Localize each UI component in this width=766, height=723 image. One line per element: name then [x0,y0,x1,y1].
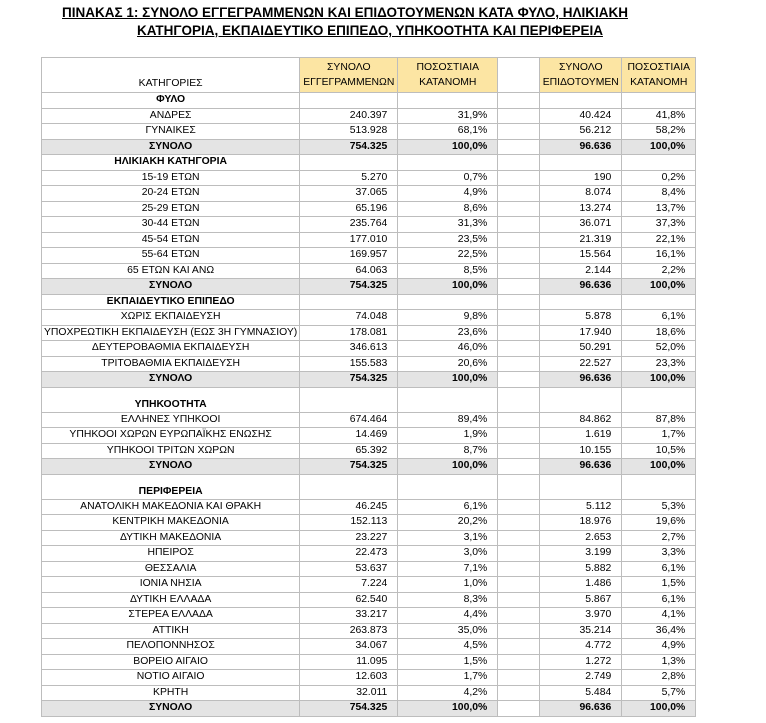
subsidized-pct: 4,1% [622,608,696,624]
registered-pct: 46,0% [398,341,498,357]
subsidized-value: 5.112 [540,499,622,515]
subsidized-pct: 18,6% [622,325,696,341]
registered-value: 23.227 [300,530,398,546]
subsidized-value: 2.749 [540,670,622,686]
registered-value: 64.063 [300,263,398,279]
registered-pct: 4,2% [398,685,498,701]
empty-cell [540,387,622,412]
spacer-cell [498,108,540,124]
registered-value: 37.065 [300,186,398,202]
table-row [42,592,696,608]
subsidized-pct: 6,1% [622,592,696,608]
registered-pct: 89,4% [398,412,498,428]
subsidized-value: 36.071 [540,217,622,233]
subsidized-pct: 41,8% [622,108,696,124]
empty-cell [622,93,696,109]
registered-pct: 20,6% [398,356,498,372]
empty-cell [622,155,696,171]
registered-value: 513.928 [300,124,398,140]
subsidized-value: 96.636 [540,701,622,717]
table-row [42,623,696,639]
row-label: ΑΝΔΡΕΣ [42,108,300,124]
row-label: ΝΟΤΙΟ ΑΙΓΑΙΟ [42,670,300,686]
empty-cell [622,294,696,310]
registered-value: 263.873 [300,623,398,639]
section-title: ΕΚΠΑΙΔΕΥΤΙΚΟ ΕΠΙΠΕΔΟ [42,294,300,310]
spacer-cell [498,623,540,639]
registered-value: 754.325 [300,459,398,475]
subsidized-pct: 1,3% [622,654,696,670]
row-label: ΚΡΗΤΗ [42,685,300,701]
subsidized-value: 40.424 [540,108,622,124]
subsidized-value: 50.291 [540,341,622,357]
section-header-row [42,387,696,412]
header-category: ΚΑΤΗΓΟΡΙΕΣ [42,58,300,93]
table-row [42,546,696,562]
table-row [42,341,696,357]
table-row [42,530,696,546]
subsidized-value: 10.155 [540,443,622,459]
section-title: ΥΠΗΚΟΟΤΗΤΑ [42,387,300,412]
table-row [42,428,696,444]
registered-pct: 1,9% [398,428,498,444]
empty-cell [540,155,622,171]
subsidized-pct: 100,0% [622,279,696,295]
registered-pct: 23,6% [398,325,498,341]
registered-value: 178.081 [300,325,398,341]
subsidized-pct: 1,5% [622,577,696,593]
empty-cell [498,294,540,310]
subsidized-value: 2.144 [540,263,622,279]
spacer-cell [498,459,540,475]
subsidized-pct: 22,1% [622,232,696,248]
section-title: ΠΕΡΙΦΕΡΕΙΑ [42,474,300,499]
registered-value: 674.464 [300,412,398,428]
table-row [42,412,696,428]
subsidized-value: 4.772 [540,639,622,655]
empty-cell [622,474,696,499]
row-label: ΤΡΙΤΟΒΑΘΜΙΑ ΕΚΠΑΙΔΕΥΣΗ [42,356,300,372]
subsidized-value: 13.274 [540,201,622,217]
subsidized-value: 3.199 [540,546,622,562]
row-label: ΧΩΡΙΣ ΕΚΠΑΙΔΕΥΣΗ [42,310,300,326]
total-row [42,139,696,155]
row-label: 45-54 ΕΤΩΝ [42,232,300,248]
subsidized-value: 17.940 [540,325,622,341]
total-row [42,701,696,717]
subsidized-value: 96.636 [540,372,622,388]
spacer-cell [498,186,540,202]
spacer-cell [498,608,540,624]
table-row [42,443,696,459]
subsidized-value: 1.272 [540,654,622,670]
spacer-cell [498,124,540,140]
total-row [42,372,696,388]
registered-pct: 1,5% [398,654,498,670]
table-row [42,108,696,124]
spacer-cell [498,310,540,326]
registered-pct: 8,5% [398,263,498,279]
spacer-cell [498,139,540,155]
total-row [42,459,696,475]
row-label: ΒΟΡΕΙΟ ΑΙΓΑΙΟ [42,654,300,670]
registered-pct: 7,1% [398,561,498,577]
subsidized-pct: 36,4% [622,623,696,639]
subsidized-pct: 5,7% [622,685,696,701]
section-title: ΗΛΙΚΙΑΚΗ ΚΑΤΗΓΟΡΙΑ [42,155,300,171]
table-row [42,248,696,264]
table-row [42,577,696,593]
registered-pct: 4,9% [398,186,498,202]
spacer-cell [498,372,540,388]
registered-pct: 3,0% [398,546,498,562]
header-registered-pct: ΠΟΣΟΣΤΙΑΙΑ ΚΑΤΑΝΟΜΗ [398,58,498,93]
registered-pct: 1,7% [398,670,498,686]
subsidized-pct: 3,3% [622,546,696,562]
spacer-cell [498,356,540,372]
row-label: ΣΥΝΟΛΟ [42,701,300,717]
spacer-cell [498,654,540,670]
row-label: ΥΠΗΚΟΟΙ ΤΡΙΤΩΝ ΧΩΡΩΝ [42,443,300,459]
table-row [42,232,696,248]
spacer-cell [498,232,540,248]
registered-value: 155.583 [300,356,398,372]
section-header-row [42,93,696,109]
row-label: ΘΕΣΣΑΛΙΑ [42,561,300,577]
row-label: ΣΥΝΟΛΟ [42,279,300,295]
spacer-cell [498,201,540,217]
registered-pct: 8,3% [398,592,498,608]
table-title-line-1: ΠΙΝΑΚΑΣ 1: ΣΥΝΟΛΟ ΕΓΓΕΓΡΑΜΜΕΝΩΝ ΚΑΙ ΕΠΙΔΟΤΟΥΜΕΝΩΝ ΚΑΤΑ ΦΥΛΟ, ΗΛΙΚΙΑΚΗ [62,5,628,20]
registered-value: 346.613 [300,341,398,357]
subsidized-value: 96.636 [540,459,622,475]
empty-cell [498,93,540,109]
spacer-cell [498,443,540,459]
spacer-cell [498,217,540,233]
table-row [42,515,696,531]
table-row [42,356,696,372]
subsidized-pct: 58,2% [622,124,696,140]
subsidized-value: 15.564 [540,248,622,264]
registered-value: 7.224 [300,577,398,593]
registered-value: 12.603 [300,670,398,686]
table-row [42,561,696,577]
subsidized-pct: 5,3% [622,499,696,515]
subsidized-pct: 23,3% [622,356,696,372]
registered-value: 53.637 [300,561,398,577]
spacer-cell [498,546,540,562]
row-label: 20-24 ΕΤΩΝ [42,186,300,202]
row-label: ΣΥΝΟΛΟ [42,372,300,388]
registered-value: 74.048 [300,310,398,326]
subsidized-value: 96.636 [540,279,622,295]
registered-value: 5.270 [300,170,398,186]
row-label: ΥΠΗΚΟΟΙ ΧΩΡΩΝ ΕΥΡΩΠΑΪΚΗΣ ΕΝΩΣΗΣ [42,428,300,444]
section-header-row [42,474,696,499]
table-row [42,201,696,217]
subsidized-value: 35.214 [540,623,622,639]
subsidized-pct: 10,5% [622,443,696,459]
registered-value: 152.113 [300,515,398,531]
empty-cell [540,474,622,499]
empty-cell [622,387,696,412]
header-row [42,58,696,93]
empty-cell [398,474,498,499]
row-label: ΔΥΤΙΚΗ ΜΑΚΕΔΟΝΙΑ [42,530,300,546]
subsidized-value: 22.527 [540,356,622,372]
subsidized-pct: 19,6% [622,515,696,531]
spacer-cell [498,428,540,444]
row-label: ΙΟΝΙΑ ΝΗΣΙΑ [42,577,300,593]
table-row [42,608,696,624]
table-row [42,170,696,186]
table-row [42,310,696,326]
subsidized-value: 1.486 [540,577,622,593]
subsidized-pct: 1,7% [622,428,696,444]
empty-cell [540,294,622,310]
subsidized-value: 18.976 [540,515,622,531]
subsidized-value: 5.878 [540,310,622,326]
spacer-cell [498,530,540,546]
subsidized-pct: 2,2% [622,263,696,279]
spacer-cell [498,499,540,515]
registered-value: 65.392 [300,443,398,459]
subsidized-pct: 100,0% [622,459,696,475]
table-row [42,499,696,515]
empty-cell [300,474,398,499]
section-header-row [42,155,696,171]
subsidized-value: 1.619 [540,428,622,444]
row-label: ΕΛΛΗΝΕΣ ΥΠΗΚΟΟΙ [42,412,300,428]
empty-cell [300,294,398,310]
subsidized-value: 5.882 [540,561,622,577]
subsidized-pct: 87,8% [622,412,696,428]
registered-pct: 22,5% [398,248,498,264]
table-row [42,639,696,655]
spacer-cell [498,341,540,357]
spacer-cell [498,248,540,264]
registered-pct: 8,7% [398,443,498,459]
subsidized-pct: 100,0% [622,701,696,717]
registered-value: 169.957 [300,248,398,264]
registered-value: 62.540 [300,592,398,608]
registered-pct: 3,1% [398,530,498,546]
registered-pct: 100,0% [398,459,498,475]
registered-pct: 8,6% [398,201,498,217]
registered-value: 14.469 [300,428,398,444]
registered-pct: 23,5% [398,232,498,248]
registered-value: 33.217 [300,608,398,624]
row-label: ΔΕΥΤΕΡΟΒΑΘΜΙΑ ΕΚΠΑΙΔΕΥΣΗ [42,341,300,357]
statistics-table [41,57,696,717]
subsidized-value: 5.484 [540,685,622,701]
subsidized-pct: 2,7% [622,530,696,546]
registered-value: 34.067 [300,639,398,655]
registered-value: 754.325 [300,372,398,388]
subsidized-pct: 2,8% [622,670,696,686]
header-registered: ΣΥΝΟΛΟ ΕΓΓΕΓΡΑΜΜΕΝΩΝ [300,58,398,93]
subsidized-pct: 100,0% [622,139,696,155]
registered-pct: 100,0% [398,279,498,295]
table-row [42,685,696,701]
empty-cell [498,155,540,171]
registered-value: 754.325 [300,701,398,717]
registered-pct: 20,2% [398,515,498,531]
registered-pct: 31,3% [398,217,498,233]
empty-cell [300,155,398,171]
table-row [42,325,696,341]
registered-pct: 0,7% [398,170,498,186]
subsidized-value: 96.636 [540,139,622,155]
registered-value: 754.325 [300,139,398,155]
subsidized-value: 8.074 [540,186,622,202]
table-row [42,124,696,140]
registered-value: 22.473 [300,546,398,562]
row-label: ΔΥΤΙΚΗ ΕΛΛΑΔΑ [42,592,300,608]
registered-pct: 31,9% [398,108,498,124]
spacer-cell [498,561,540,577]
subsidized-pct: 13,7% [622,201,696,217]
row-label: ΓΥΝΑΙΚΕΣ [42,124,300,140]
registered-pct: 4,4% [398,608,498,624]
empty-cell [300,93,398,109]
subsidized-value: 21.319 [540,232,622,248]
registered-pct: 1,0% [398,577,498,593]
spacer-cell [498,577,540,593]
registered-pct: 100,0% [398,701,498,717]
table-row [42,654,696,670]
subsidized-value: 2.653 [540,530,622,546]
subsidized-value: 3.970 [540,608,622,624]
empty-cell [398,93,498,109]
row-label: ΗΠΕΙΡΟΣ [42,546,300,562]
subsidized-value: 56.212 [540,124,622,140]
registered-value: 754.325 [300,279,398,295]
header-subsidized-pct: ΠΟΣΟΣΤΙΑΙΑ ΚΑΤΑΝΟΜΗ [622,58,696,93]
spacer-cell [498,170,540,186]
spacer-cell [498,263,540,279]
empty-cell [540,93,622,109]
row-label: 65 ΕΤΩΝ ΚΑΙ ΑΝΩ [42,263,300,279]
row-label: ΣΥΝΟΛΟ [42,139,300,155]
spacer-cell [498,279,540,295]
registered-pct: 6,1% [398,499,498,515]
subsidized-pct: 6,1% [622,310,696,326]
subsidized-pct: 100,0% [622,372,696,388]
registered-value: 177.010 [300,232,398,248]
subsidized-pct: 0,2% [622,170,696,186]
registered-value: 32.011 [300,685,398,701]
table-row [42,186,696,202]
subsidized-pct: 16,1% [622,248,696,264]
spacer-cell [498,325,540,341]
registered-pct: 100,0% [398,139,498,155]
subsidized-pct: 37,3% [622,217,696,233]
row-label: ΑΝΑΤΟΛΙΚΗ ΜΑΚΕΔΟΝΙΑ ΚΑΙ ΘΡΑΚΗ [42,499,300,515]
registered-value: 11.095 [300,654,398,670]
empty-cell [498,474,540,499]
subsidized-pct: 6,1% [622,561,696,577]
spacer-cell [498,592,540,608]
row-label: ΚΕΝΤΡΙΚΗ ΜΑΚΕΔΟΝΙΑ [42,515,300,531]
row-label: ΥΠΟΧΡΕΩΤΙΚΗ ΕΚΠΑΙΔΕΥΣΗ (ΕΩΣ 3Η ΓΥΜΝΑΣΙΟΥ) [42,325,300,341]
row-label: 55-64 ΕΤΩΝ [42,248,300,264]
section-header-row [42,294,696,310]
spacer-cell [498,639,540,655]
empty-cell [398,294,498,310]
row-label: ΣΤΕΡΕΑ ΕΛΛΑΔΑ [42,608,300,624]
row-label: ΠΕΛΟΠΟΝΝΗΣΟΣ [42,639,300,655]
header-subsidized: ΣΥΝΟΛΟ ΕΠΙΔΟΤΟΥΜΕΝ [540,58,622,93]
subsidized-pct: 52,0% [622,341,696,357]
subsidized-pct: 8,4% [622,186,696,202]
subsidized-value: 5.867 [540,592,622,608]
table-title-line-2: ΚΑΤΗΓΟΡΙΑ, ΕΚΠΑΙΔΕΥΤΙΚΟ ΕΠΙΠΕΔΟ, ΥΠΗΚΟΟΤΗΤΑ ΚΑΙ ΠΕΡΙΦΕΡΕΙΑ [137,23,603,38]
table-row [42,670,696,686]
spacer-cell [498,670,540,686]
row-label: 30-44 ΕΤΩΝ [42,217,300,233]
empty-cell [398,387,498,412]
registered-value: 65.196 [300,201,398,217]
table-row [42,263,696,279]
registered-pct: 9,8% [398,310,498,326]
subsidized-value: 84.862 [540,412,622,428]
registered-pct: 68,1% [398,124,498,140]
registered-pct: 4,5% [398,639,498,655]
registered-value: 235.764 [300,217,398,233]
row-label: 15-19 ΕΤΩΝ [42,170,300,186]
total-row [42,279,696,295]
row-label: ΣΥΝΟΛΟ [42,459,300,475]
spacer-cell [498,412,540,428]
table-row [42,217,696,233]
empty-cell [300,387,398,412]
registered-pct: 35,0% [398,623,498,639]
registered-pct: 100,0% [398,372,498,388]
spacer-cell [498,58,540,93]
subsidized-value: 190 [540,170,622,186]
spacer-cell [498,685,540,701]
row-label: 25-29 ΕΤΩΝ [42,201,300,217]
row-label: ΑΤΤΙΚΗ [42,623,300,639]
empty-cell [398,155,498,171]
spacer-cell [498,515,540,531]
section-title: ΦΥΛΟ [42,93,300,109]
empty-cell [498,387,540,412]
spacer-cell [498,701,540,717]
registered-value: 240.397 [300,108,398,124]
subsidized-pct: 4,9% [622,639,696,655]
registered-value: 46.245 [300,499,398,515]
